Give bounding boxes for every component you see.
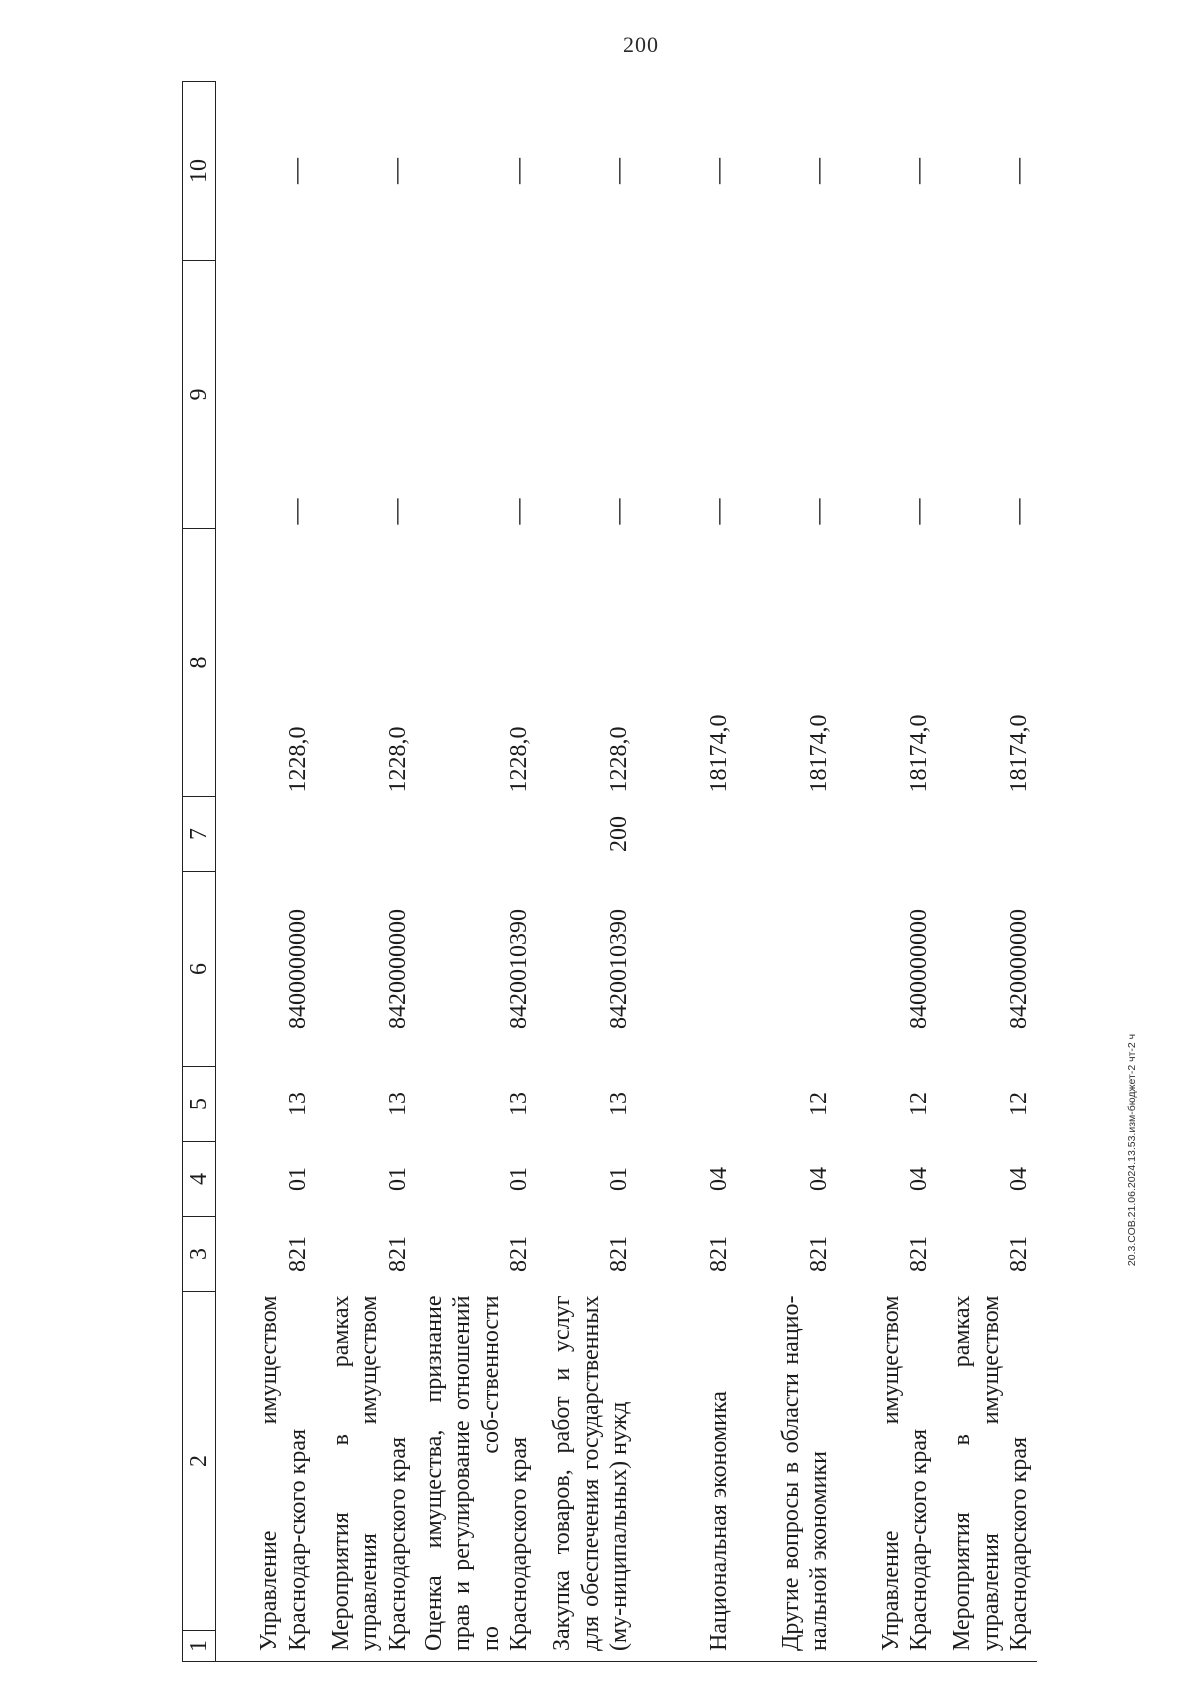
row-subsection-code: 12 <box>1005 1092 1032 1116</box>
table-row <box>837 82 937 1662</box>
page-number: 200 <box>623 32 659 57</box>
row-col10-value: — <box>281 158 311 184</box>
row-target-article-code: 8400000000 <box>284 909 311 1029</box>
row-target-article-code: 8420010390 <box>605 909 632 1029</box>
row-expense-type-code <box>216 797 317 872</box>
row-amount: 1228,0 <box>505 726 532 793</box>
table-row <box>637 82 737 1662</box>
table-body <box>216 82 1038 1662</box>
row-name: Мероприятия в рамках управления имуществом Краснодарского края <box>937 1292 1037 1662</box>
row-col9-value: — <box>702 498 732 525</box>
row-expense-type-code <box>837 797 937 872</box>
row-amount: 18174,0 <box>705 714 732 793</box>
row-target-article-code: 8420000000 <box>1005 909 1032 1029</box>
row-expense-type-code: 200 <box>605 816 632 852</box>
row-expense-type-code <box>416 797 537 872</box>
column-header-8: 8 <box>183 529 216 797</box>
row-col9-value: — <box>602 498 632 525</box>
row-col9-value: — <box>802 498 832 525</box>
row-subsection-code: 13 <box>505 1092 532 1116</box>
row-target-article-code <box>637 872 737 1067</box>
row-target-article-code: 8420010390 <box>505 909 532 1029</box>
column-header-10: 10 <box>183 82 216 261</box>
table-row <box>316 82 416 1662</box>
row-expense-type-code <box>637 797 737 872</box>
row-col10-value: — <box>802 158 832 184</box>
row-section-code: 04 <box>1005 1167 1032 1191</box>
column-header-4: 4 <box>183 1142 216 1217</box>
row-grbs-code: 821 <box>384 1236 411 1272</box>
row-col10-value: — <box>502 158 532 184</box>
row-grbs-code: 821 <box>705 1236 732 1272</box>
row-grbs-code: 821 <box>805 1236 832 1272</box>
row-amount: 1228,0 <box>384 726 411 793</box>
row-target-article-code: 8400000000 <box>905 909 932 1029</box>
row-target-article-code: 8420000000 <box>384 909 411 1029</box>
table-row <box>416 82 537 1662</box>
column-header-5: 5 <box>183 1067 216 1142</box>
row-section-code: 01 <box>284 1167 311 1191</box>
row-name: Другие вопросы в области нацио-нальной экономики <box>737 1292 837 1662</box>
row-section-code: 04 <box>705 1167 732 1191</box>
row-name: Мероприятия в рамках управления имуществом Краснодарского края <box>316 1292 416 1662</box>
column-header-9: 9 <box>183 261 216 529</box>
row-col9-value: — <box>1002 498 1032 525</box>
column-header-7: 7 <box>183 797 216 872</box>
row-col10-value: — <box>902 158 932 184</box>
row-col10-value: — <box>702 158 732 184</box>
row-col10-value: — <box>381 158 411 184</box>
row-grbs-code: 821 <box>505 1236 532 1272</box>
row-grbs-code: 821 <box>284 1236 311 1272</box>
row-amount: 1228,0 <box>605 726 632 793</box>
row-target-article-code <box>737 872 837 1067</box>
budget-table <box>182 81 1037 1662</box>
row-grbs-code: 821 <box>605 1236 632 1272</box>
table-row <box>737 82 837 1662</box>
row-expense-type-code <box>737 797 837 872</box>
table-row <box>216 82 317 1662</box>
column-number-row <box>183 82 216 1662</box>
column-header-1-2 <box>183 1292 216 1662</box>
row-section-code: 01 <box>605 1167 632 1191</box>
row-grbs-code: 821 <box>905 1236 932 1272</box>
row-grbs-code: 821 <box>1005 1236 1032 1272</box>
row-expense-type-code <box>937 797 1037 872</box>
row-section-code: 04 <box>905 1167 932 1191</box>
row-col10-value: — <box>1002 158 1032 184</box>
row-subsection-code <box>637 1067 737 1142</box>
column-header-3: 3 <box>183 1217 216 1292</box>
row-col9-value: — <box>902 498 932 525</box>
row-col10-value: — <box>602 158 632 184</box>
row-name: Управление имуществом Краснодар-ского края <box>216 1292 317 1662</box>
row-section-code: 01 <box>505 1167 532 1191</box>
row-subsection-code: 13 <box>384 1092 411 1116</box>
row-name: Управление имуществом Краснодар-ского края <box>837 1292 937 1662</box>
row-name: Закупка товаров, работ и услуг для обеспечения государственных (му-ниципальных) нужд <box>537 1292 637 1662</box>
row-name: Оценка имущества, признание прав и регулирование отношений по соб-ственности Краснодарского края <box>416 1292 537 1662</box>
row-section-code: 01 <box>384 1167 411 1191</box>
document-footer-code: 20.3.СОВ.21.06.2024.13.53.изм-бюджет-2 чт-2 ч <box>1126 1033 1138 1267</box>
row-col9-value: — <box>502 498 532 525</box>
row-col9-value: — <box>381 498 411 525</box>
row-subsection-code: 13 <box>605 1092 632 1116</box>
row-amount: 18174,0 <box>905 714 932 793</box>
row-amount: 18174,0 <box>805 714 832 793</box>
column-header-6: 6 <box>183 872 216 1067</box>
column-header-1: 1 <box>183 1630 215 1661</box>
row-amount: 1228,0 <box>284 726 311 793</box>
row-amount: 18174,0 <box>1005 714 1032 793</box>
rotated-table-container <box>182 82 1040 1662</box>
row-subsection-code: 12 <box>805 1092 832 1116</box>
column-header-2: 2 <box>185 1455 212 1467</box>
table-row <box>537 82 637 1662</box>
row-subsection-code: 13 <box>284 1092 311 1116</box>
row-expense-type-code <box>316 797 416 872</box>
table-row <box>937 82 1037 1662</box>
row-name: Национальная экономика <box>637 1292 737 1662</box>
row-section-code: 04 <box>805 1167 832 1191</box>
row-col9-value: — <box>281 498 311 525</box>
row-subsection-code: 12 <box>905 1092 932 1116</box>
